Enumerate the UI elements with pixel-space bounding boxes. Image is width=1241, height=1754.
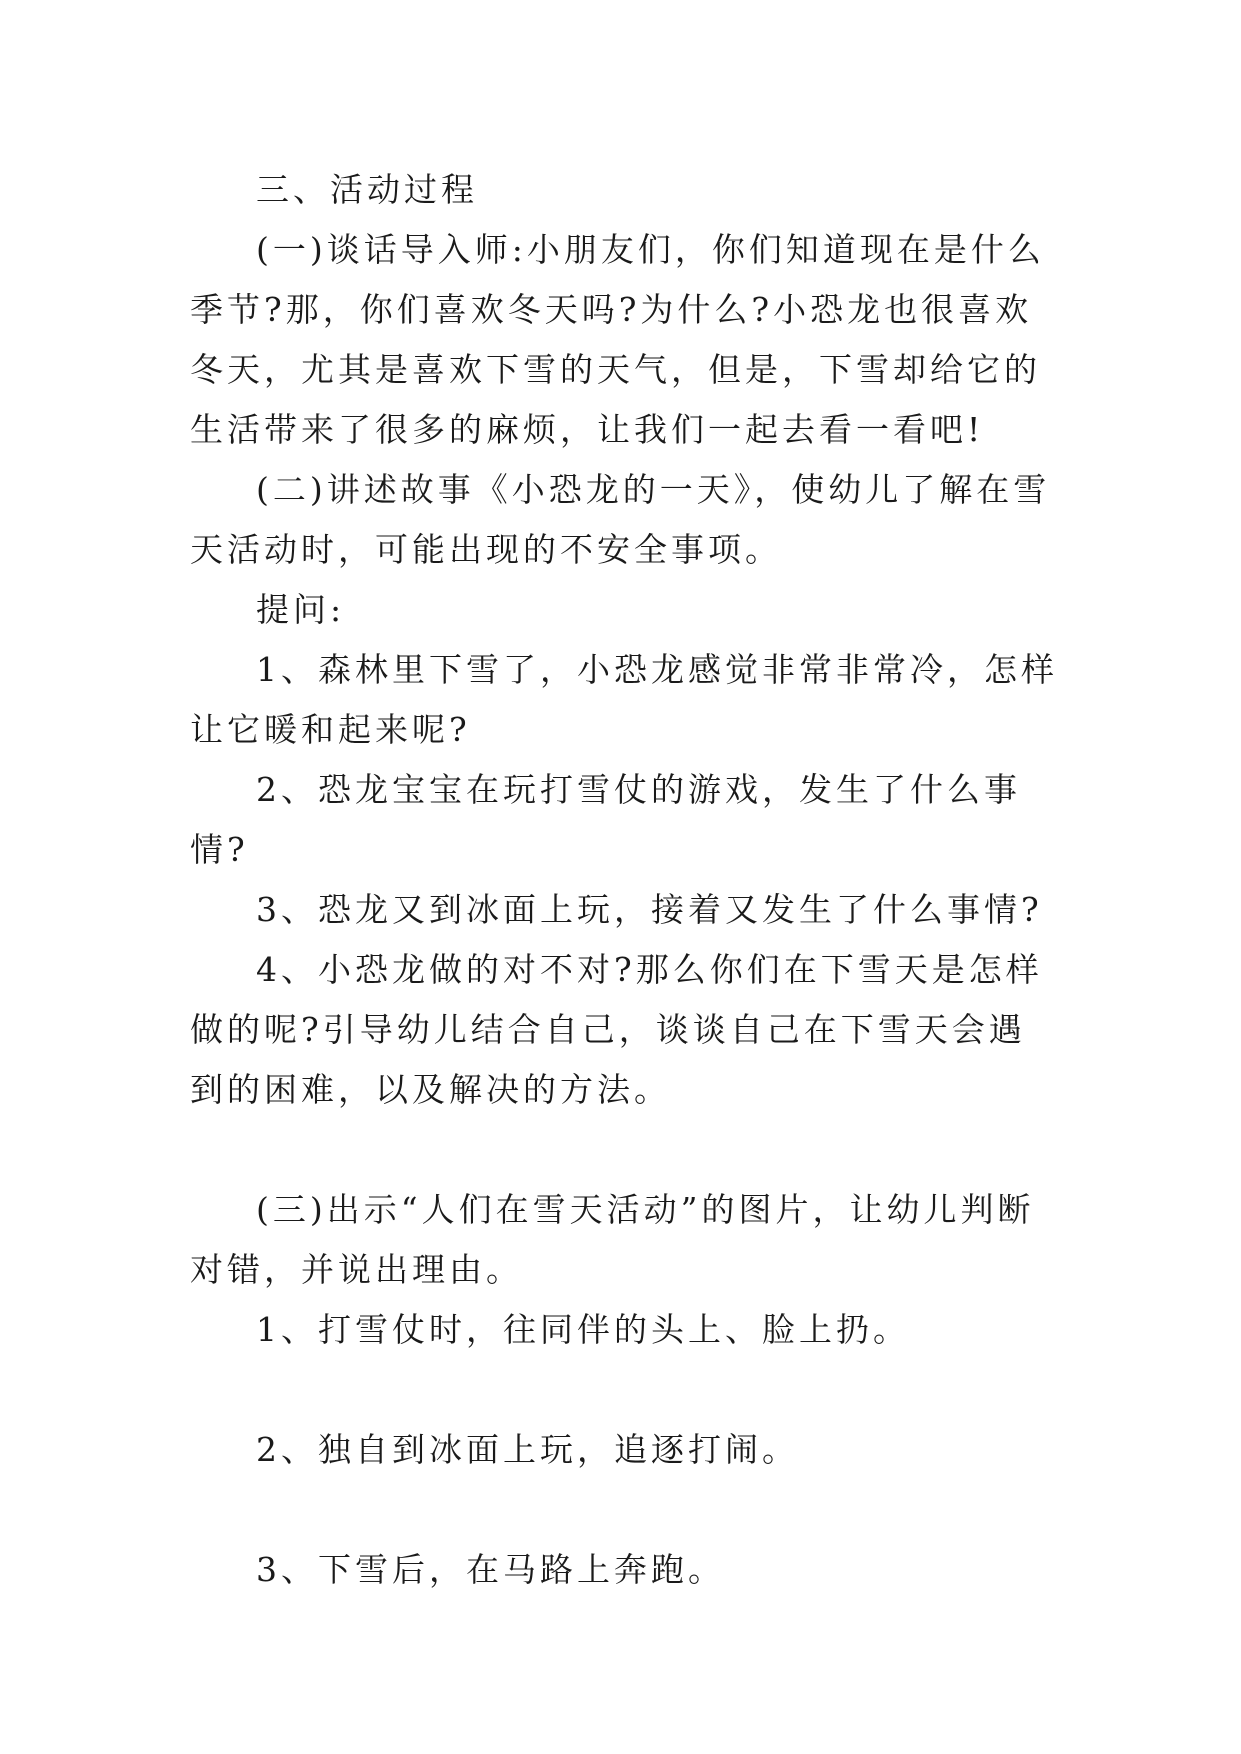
question-item-2: 2、恐龙宝宝在玩打雪仗的游戏，发生了什么事情?: [190, 770, 1021, 869]
paragraph-intro-conversation: (一)谈话导入师:小朋友们，你们知道现在是什么季节?那，你们喜欢冬天吗?为什么?小恐龙也很喜欢冬天，尤其是喜欢下雪的天气，但是，下雪却给它的生活带来了很多的麻烦，让我们一起去看一看吧!: [190, 230, 1045, 449]
paragraph-questions-label: 提问:: [256, 590, 346, 629]
picture-item-3: 3、下雪后，在马路上奔跑。: [256, 1550, 725, 1589]
question-item-1: 1、森林里下雪了，小恐龙感觉非常非常冷，怎样让它暖和起来呢?: [190, 650, 1058, 749]
question-item-4: 4、小恐龙做的对不对?那么你们在下雪天是怎样做的呢?引导幼儿结合自己，谈谈自己在下雪天会遇到的困难，以及解决的方法。: [190, 950, 1043, 1109]
picture-item-2: 2、独自到冰面上玩，追逐打闹。: [256, 1430, 799, 1469]
section-heading: 三、活动过程: [256, 170, 478, 209]
document-body: [190, 160, 1060, 1600]
picture-item-1: 1、打雪仗时，往同伴的头上、脸上扔。: [256, 1310, 910, 1349]
question-item-3: 3、恐龙又到冰面上玩，接着又发生了什么事情?: [256, 890, 1043, 929]
paragraph-story-telling: (二)讲述故事《小恐龙的一天》，使幼儿了解在雪天活动时，可能出现的不安全事项。: [190, 470, 1051, 569]
paragraph-show-pictures: (三)出示“人们在雪天活动”的图片，让幼儿判断对错，并说出理由。: [190, 1190, 1035, 1289]
